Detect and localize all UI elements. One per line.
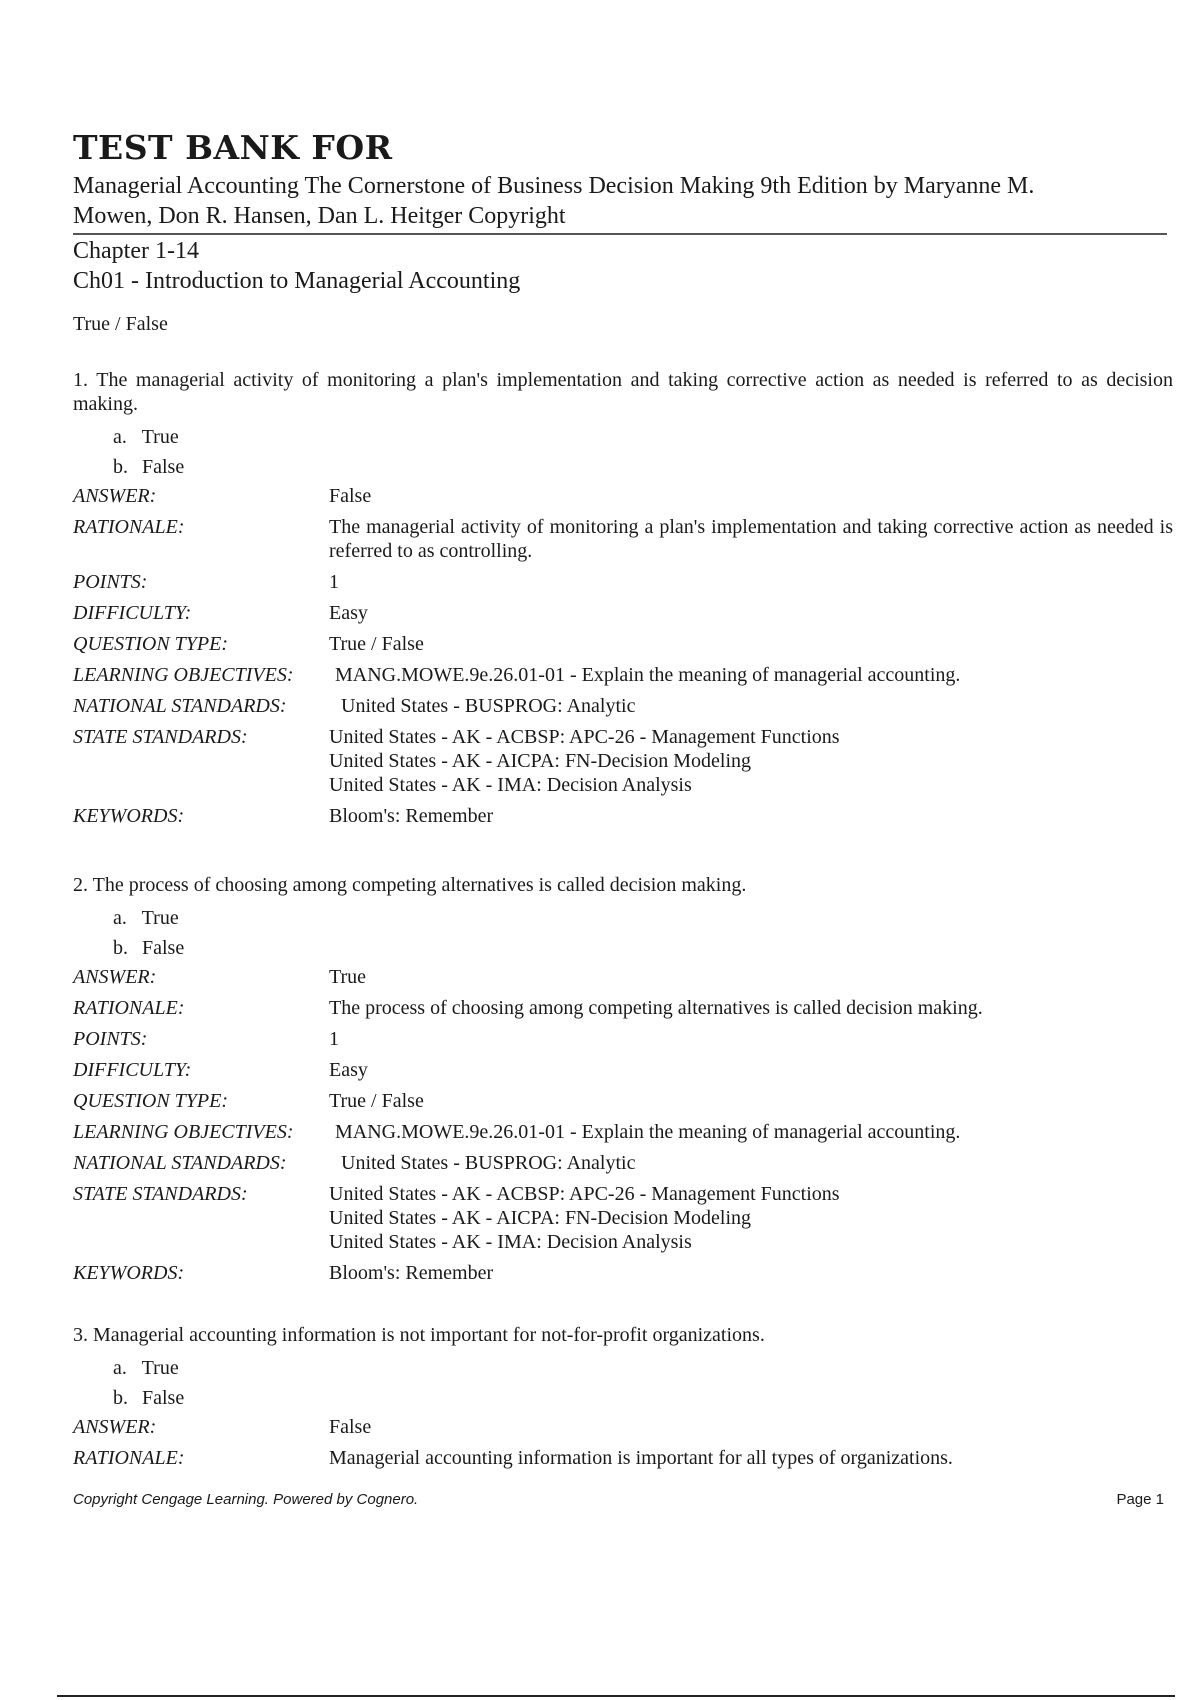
meta-answer [73,965,1173,989]
meta-value: The process of choosing among competing alternatives is called decision making. [329,997,983,1019]
meta-state-standards [73,725,1173,797]
choice-text: False [142,456,185,478]
meta-label: KEYWORDS: [73,805,185,827]
question-text: 1. The managerial activity of monitoring a plan's implementation and taking corrective action as needed is referred to as decision making. [73,369,1173,415]
meta-value: The managerial activity of monitoring a plan's implementation and taking corrective action as needed is referred to as controlling. [329,516,1173,562]
choice-a [113,903,1173,933]
meta-label: ANSWER: [73,966,157,988]
meta-answer [73,1415,1173,1439]
choice-b [113,933,1173,963]
meta-label: ANSWER: [73,485,157,507]
document-title: TEST BANK FOR [73,128,393,167]
meta-label: QUESTION TYPE: [73,633,229,655]
meta-label: LEARNING OBJECTIVES: [73,664,294,686]
choice-b [113,1383,1173,1413]
state-standard-line: United States - AK - ACBSP: APC-26 - Management Functions [329,726,840,748]
question-text: 2. The process of choosing among competing alternatives is called decision making. [73,874,747,896]
meta-learning-objectives [73,1120,1173,1144]
meta-label: RATIONALE: [73,997,185,1019]
meta-value: True [329,966,367,988]
state-standard-line: United States - AK - ACBSP: APC-26 - Management Functions [329,1183,840,1205]
meta-points [73,1027,1173,1051]
meta-label: RATIONALE: [73,516,185,538]
meta-label: STATE STANDARDS: [73,726,248,748]
question-metadata [73,484,1173,828]
meta-question-type [73,1089,1173,1113]
meta-label: DIFFICULTY: [73,602,192,624]
state-standard-line: United States - AK - AICPA: FN-Decision Modeling [329,1207,752,1229]
choice-text: True [141,426,179,448]
choice-a [113,1353,1173,1383]
meta-value: True / False [329,633,424,655]
subtitle-line-2: Mowen, Don R. Hansen, Dan L. Heitger Copyright [73,203,566,229]
meta-value: MANG.MOWE.9e.26.01-01 - Explain the meaning of managerial accounting. [335,1121,961,1143]
meta-value: Easy [329,602,368,624]
choice-letter: b. [113,937,128,959]
question-3 [73,1323,1173,1477]
choice-a [113,422,1173,452]
meta-value: United States - BUSPROG: Analytic [341,1152,636,1174]
meta-label: RATIONALE: [73,1447,185,1469]
meta-value: 1 [329,1028,339,1050]
meta-label: DIFFICULTY: [73,1059,192,1081]
choice-letter: b. [113,456,128,478]
meta-value-group [329,1182,1173,1254]
header-divider [73,233,1167,235]
meta-rationale [73,1446,1173,1470]
choice-b [113,452,1173,482]
meta-state-standards [73,1182,1173,1254]
meta-label: QUESTION TYPE: [73,1090,229,1112]
meta-learning-objectives [73,663,1173,687]
subtitle-line-1: Managerial Accounting The Cornerstone of Business Decision Making 9th Edition by Maryanne M. [73,173,1035,199]
section-type-heading: True / False [73,313,168,335]
choice-text: True [141,1357,179,1379]
meta-label: STATE STANDARDS: [73,1183,248,1205]
bottom-divider [57,1695,1175,1697]
meta-value: United States - BUSPROG: Analytic [341,695,636,717]
meta-label: LEARNING OBJECTIVES: [73,1121,294,1143]
meta-keywords [73,1261,1173,1285]
meta-question-type [73,632,1173,656]
choice-text: True [141,907,179,929]
meta-value: True / False [329,1090,424,1112]
meta-label: NATIONAL STANDARDS: [73,1152,287,1174]
answer-choices [113,903,1173,963]
chapter-heading [73,236,520,296]
answer-choices [113,422,1173,482]
meta-value: False [329,485,372,507]
meta-label: ANSWER: [73,1416,157,1438]
choice-text: False [142,1387,185,1409]
meta-value: Managerial accounting information is important for all types of organizations. [329,1447,953,1469]
choice-letter: a. [113,426,127,448]
meta-label: POINTS: [73,1028,148,1050]
chapter-range: Chapter 1-14 [73,238,199,264]
question-2 [73,873,1173,1292]
answer-choices [113,1353,1173,1413]
choice-letter: a. [113,1357,127,1379]
meta-difficulty [73,601,1173,625]
meta-rationale [73,996,1173,1020]
meta-value: Bloom's: Remember [329,805,494,827]
meta-value: MANG.MOWE.9e.26.01-01 - Explain the meaning of managerial accounting. [335,664,961,686]
choice-letter: a. [113,907,127,929]
meta-national-standards [73,694,1173,718]
state-standard-line: United States - AK - IMA: Decision Analysis [329,774,692,796]
meta-national-standards [73,1151,1173,1175]
meta-value-group [329,725,1173,797]
meta-value: False [329,1416,372,1438]
meta-label: NATIONAL STANDARDS: [73,695,287,717]
meta-points [73,570,1173,594]
meta-difficulty [73,1058,1173,1082]
meta-value: 1 [329,571,339,593]
meta-value: Bloom's: Remember [329,1262,494,1284]
document-subtitle [73,171,1173,231]
choice-text: False [142,937,185,959]
meta-label: POINTS: [73,571,148,593]
choice-letter: b. [113,1387,128,1409]
question-text: 3. Managerial accounting information is not important for not-for-profit organizations. [73,1324,765,1346]
state-standard-line: United States - AK - IMA: Decision Analysis [329,1231,692,1253]
footer-copyright: Copyright Cengage Learning. Powered by Cognero. [73,1491,419,1508]
question-1 [73,368,1173,835]
chapter-title: Ch01 - Introduction to Managerial Accounting [73,268,521,294]
question-metadata [73,1415,1173,1470]
meta-rationale [73,515,1173,563]
question-metadata [73,965,1173,1285]
meta-label: KEYWORDS: [73,1262,185,1284]
state-standard-line: United States - AK - AICPA: FN-Decision Modeling [329,750,752,772]
meta-keywords [73,804,1173,828]
meta-value: Easy [329,1059,368,1081]
meta-answer [73,484,1173,508]
footer-page-number: Page 1 [1116,1491,1164,1508]
